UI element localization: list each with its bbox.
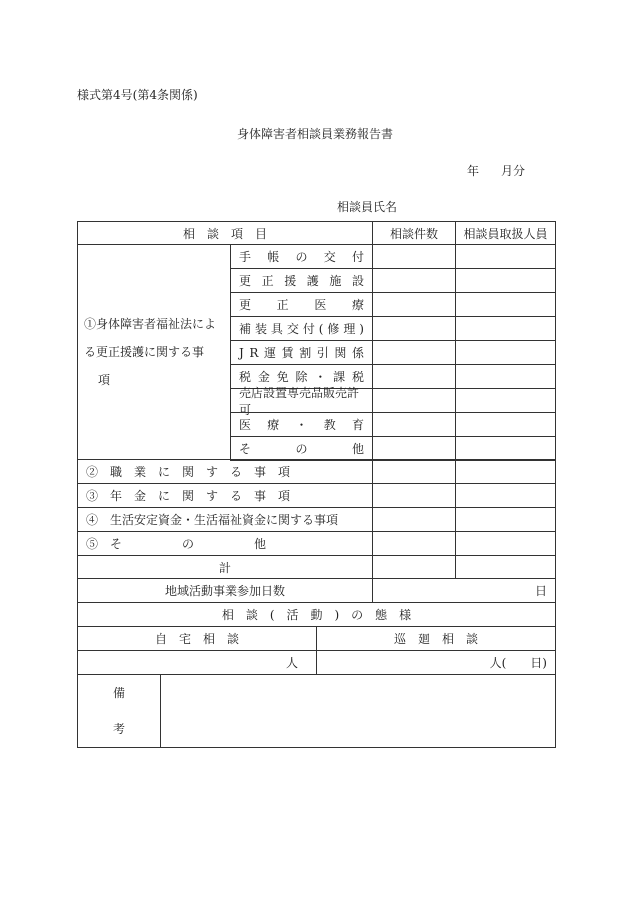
counselor-name-label: 相談員氏名 — [337, 200, 398, 214]
label-char: 更 — [239, 274, 252, 288]
persons-cell[interactable] — [455, 244, 556, 269]
label-char: 運 — [264, 346, 277, 360]
label-char: R — [249, 345, 259, 360]
label-char: 賃 — [281, 346, 294, 360]
label-char: 療 — [267, 418, 280, 432]
count-cell[interactable] — [372, 483, 456, 508]
persons-cell[interactable] — [455, 531, 556, 556]
count-cell[interactable] — [372, 244, 456, 269]
tour-unit: 人( 日) — [489, 656, 547, 670]
label-char: 設 — [351, 274, 364, 288]
remarks-label — [77, 674, 161, 748]
label-char: 正 — [276, 298, 289, 312]
document-title: 身体障害者相談員業務報告書 — [236, 127, 393, 141]
remarks-field[interactable] — [160, 674, 556, 748]
persons-cell[interactable] — [455, 388, 556, 413]
header-persons: 相談員取扱人員 — [455, 221, 556, 245]
label-char: 係 — [351, 346, 364, 360]
home-consultation-label: 自 宅 相 談 — [77, 626, 317, 651]
label-char: 補 — [239, 322, 252, 336]
count-cell[interactable] — [372, 507, 456, 532]
count-cell[interactable] — [372, 531, 456, 556]
label-char: ( — [318, 321, 324, 336]
header-item: 相 談 項 目 — [77, 221, 373, 245]
section1-item — [230, 340, 373, 365]
label-char: 医 — [239, 418, 252, 432]
persons-cell[interactable] — [455, 459, 556, 484]
label-char: 引 — [316, 346, 329, 360]
count-cell[interactable] — [372, 388, 456, 413]
section1-item — [230, 412, 373, 437]
total-count-cell — [372, 555, 456, 579]
count-cell[interactable] — [372, 268, 456, 293]
label-char: 割 — [299, 346, 312, 360]
label-char: J — [239, 345, 244, 360]
label-char: 育 — [351, 418, 364, 432]
persons-cell[interactable] — [455, 316, 556, 341]
section1-item — [230, 268, 373, 293]
label-char: 付 — [302, 322, 315, 336]
label-char: 税 — [351, 370, 364, 384]
form-number: 様式第4号(第4条関係) — [77, 88, 198, 102]
label-char: 理 — [343, 322, 356, 336]
persons-cell[interactable] — [455, 483, 556, 508]
remarks-char: 考 — [112, 722, 125, 736]
home-consultation-value — [77, 650, 317, 675]
count-cell[interactable] — [372, 340, 456, 365]
report-period — [467, 162, 525, 179]
day-unit: 日 — [534, 584, 547, 598]
header-count: 相談件数 — [372, 221, 456, 245]
total-persons-cell — [455, 555, 556, 579]
category-row-label: ② 職 業 に 関 す る 事 項 — [77, 459, 373, 484]
label-char: 護 — [306, 274, 319, 288]
count-cell[interactable] — [372, 316, 456, 341]
persons-cell[interactable] — [455, 268, 556, 293]
year-label: 年 — [467, 164, 480, 178]
activity-days-label: 地域活動事業参加日数 — [77, 578, 373, 603]
count-cell[interactable] — [372, 459, 456, 484]
tour-consultation-label: 巡 廻 相 談 — [316, 626, 556, 651]
count-cell[interactable] — [372, 292, 456, 317]
label-char: 装 — [254, 322, 267, 336]
persons-cell[interactable] — [455, 292, 556, 317]
section1-label — [77, 244, 231, 460]
label-char: 他 — [351, 442, 364, 456]
label-char: ・ — [314, 370, 327, 384]
label-char: 交 — [286, 322, 299, 336]
label-char: 療 — [351, 298, 364, 312]
month-label: 月分 — [501, 164, 526, 178]
label-char: 関 — [334, 346, 347, 360]
persons-cell[interactable] — [455, 412, 556, 437]
label-char: そ — [239, 442, 252, 456]
label-char: の — [295, 250, 308, 264]
label-char: 課 — [333, 370, 346, 384]
activity-days-value — [372, 578, 556, 603]
label-char: の — [295, 442, 308, 456]
label-char: 更 — [239, 298, 252, 312]
label-char: 帳 — [267, 250, 280, 264]
section1-line: 項 — [98, 373, 111, 387]
label-char: 免 — [276, 370, 289, 384]
label-char: ) — [359, 321, 364, 336]
category-row-label: ③ 年 金 に 関 す る 事 項 — [77, 483, 373, 508]
section1-line: る更正援護に関する事 — [84, 345, 205, 359]
persons-cell[interactable] — [455, 436, 556, 461]
label-char: 除 — [295, 370, 308, 384]
label-char: 交 — [323, 250, 336, 264]
label-char: 手 — [239, 250, 252, 264]
label-char: 金 — [257, 370, 270, 384]
tour-consultation-value — [316, 650, 556, 675]
persons-cell[interactable] — [455, 340, 556, 365]
label-char: 税 — [239, 370, 252, 384]
section1-item: 売店設置専売品販売許可 — [230, 388, 373, 413]
section1-item — [230, 292, 373, 317]
persons-cell[interactable] — [455, 364, 556, 389]
label-char: 正 — [261, 274, 274, 288]
label-char: 施 — [329, 274, 342, 288]
label-char: 修 — [327, 322, 340, 336]
section1-item — [230, 316, 373, 341]
label-char: 援 — [284, 274, 297, 288]
category-row-label: ④ 生活安定資金・生活福祉資金に関する事項 — [77, 507, 373, 532]
person-unit: 人 — [285, 656, 298, 670]
label-char: ・ — [295, 418, 308, 432]
label-char: 付 — [351, 250, 364, 264]
label-char: 具 — [270, 322, 283, 336]
label-char: 医 — [314, 298, 327, 312]
count-cell[interactable] — [372, 412, 456, 437]
count-cell[interactable] — [372, 436, 456, 461]
label-char: 教 — [323, 418, 336, 432]
category-row-label: ⑤ そ の 他 — [77, 531, 373, 556]
remarks-char: 備 — [112, 686, 125, 700]
section1-item — [230, 436, 373, 461]
persons-cell[interactable] — [455, 507, 556, 532]
mode-header: 相 談 ( 活 動 ) の 態 様 — [77, 602, 556, 627]
total-label: 計 — [77, 555, 373, 579]
section1-item — [230, 244, 373, 269]
count-cell[interactable] — [372, 364, 456, 389]
section1-line: ①身体障害者福祉法によ — [84, 317, 217, 331]
